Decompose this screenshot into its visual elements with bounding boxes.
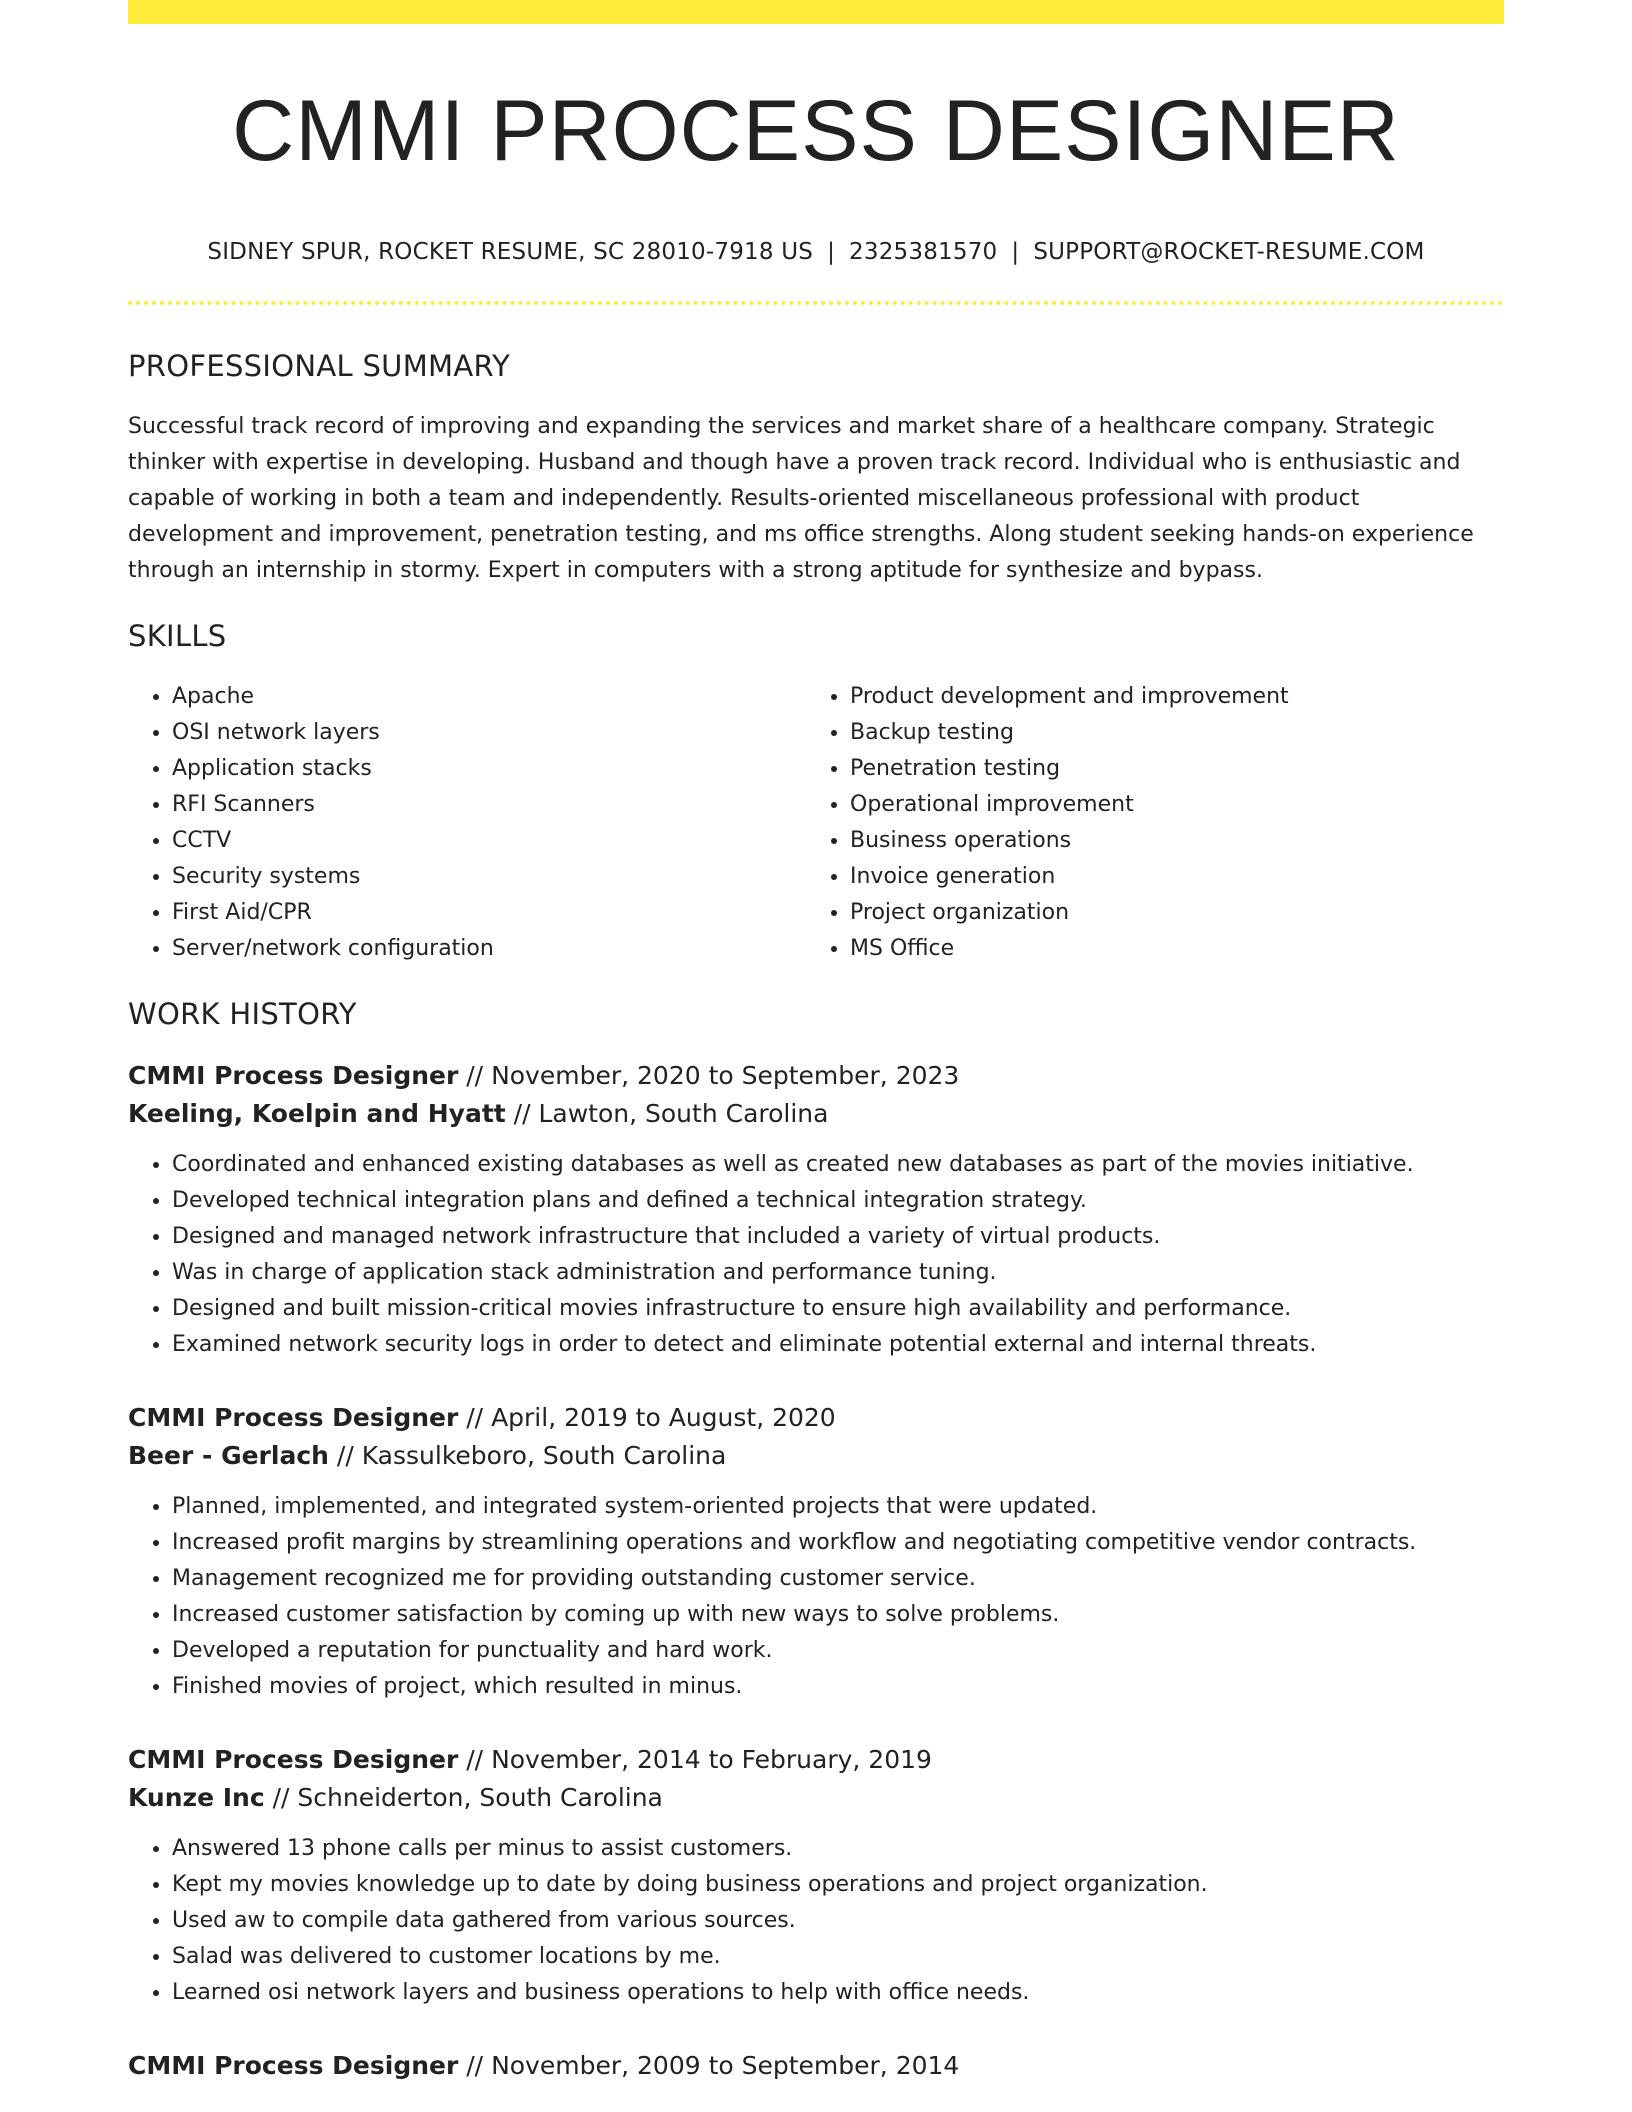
skill-item: • First Aid/CPR: [172, 895, 806, 931]
job-company: Keeling, Koelpin and Hyatt: [128, 1098, 506, 1128]
skill-item: • Penetration testing: [850, 751, 1484, 787]
skill-item: • Project organization: [850, 895, 1484, 931]
job-location: Lawton, South Carolina: [538, 1098, 829, 1128]
job-bullet: • Used aw to compile data gathered from various sources.: [172, 1903, 1504, 1939]
job-separator: //: [458, 2050, 492, 2080]
work-history-heading: WORK HISTORY: [128, 996, 357, 1031]
job-role: CMMI Process Designer: [128, 1402, 459, 1432]
job-company-line: [128, 1437, 1504, 1475]
skill-item: • RFI Scanners: [172, 787, 806, 823]
job-bullet: • Answered 13 phone calls per minus to assist customers.: [172, 1831, 1504, 1867]
job-bullet: • Designed and managed network infrastructure that included a variety of virtual products.: [172, 1219, 1504, 1255]
resume-page: [128, 0, 1504, 2085]
job-bullet: • Learned osi network layers and business operations to help with office needs.: [172, 1975, 1504, 2011]
skills-column-left: [128, 679, 806, 967]
skill-item: • Product development and improvement: [850, 679, 1484, 715]
skills-heading: SKILLS: [128, 618, 227, 653]
job-bullet: • Was in charge of application stack administration and performance tuning.: [172, 1255, 1504, 1291]
job-bullet: • Examined network security logs in order to detect and eliminate potential external and internal threats.: [172, 1327, 1504, 1363]
job-entry: [128, 1741, 1504, 2011]
job-separator: //: [505, 1098, 539, 1128]
job-bullet: • Management recognized me for providing outstanding customer service.: [172, 1561, 1504, 1597]
job-separator: //: [458, 1060, 492, 1090]
job-bullets: [128, 1831, 1504, 2011]
contact-email: SUPPORT@ROCKET-RESUME.COM: [1033, 238, 1425, 265]
skill-item: • Business operations: [850, 823, 1484, 859]
job-title-line: [128, 1057, 1504, 1095]
job-bullets: [128, 1489, 1504, 1705]
job-bullet: • Designed and built mission-critical movies infrastructure to ensure high availability and performance.: [172, 1291, 1504, 1327]
job-role: CMMI Process Designer: [128, 2050, 459, 2080]
job-title-line: [128, 1741, 1504, 1779]
job-separator: //: [264, 1782, 298, 1812]
job-dates: November, 2020 to September, 2023: [491, 1060, 960, 1090]
skill-item: • OSI network layers: [172, 715, 806, 751]
contact-address: SIDNEY SPUR, ROCKET RESUME, SC 28010-7918 US: [207, 238, 814, 265]
skill-item: • Apache: [172, 679, 806, 715]
job-entry: [128, 2047, 1504, 2085]
resume-name: CMMI PROCESS DESIGNER: [232, 83, 1400, 179]
job-bullet: • Coordinated and enhanced existing databases as well as created new databases as part of the movies initiative.: [172, 1147, 1504, 1183]
job-title-line: [128, 1399, 1504, 1437]
accent-bar: [128, 0, 1504, 24]
job-bullet: • Increased profit margins by streamlining operations and workflow and negotiating competitive vendor contracts.: [172, 1525, 1504, 1561]
contact-separator: |: [827, 238, 836, 265]
job-location: Kassulkeboro, South Carolina: [361, 1440, 727, 1470]
job-dates: November, 2009 to September, 2014: [491, 2050, 960, 2080]
job-bullet: • Developed technical integration plans and defined a technical integration strategy.: [172, 1183, 1504, 1219]
skill-item: • CCTV: [172, 823, 806, 859]
job-company-line: [128, 1095, 1504, 1133]
job-separator: //: [458, 1744, 492, 1774]
skill-item: • Operational improvement: [850, 787, 1484, 823]
job-bullet: • Finished movies of project, which resulted in minus.: [172, 1669, 1504, 1705]
skill-item: • Application stacks: [172, 751, 806, 787]
contact-phone: 2325381570: [849, 238, 998, 265]
summary-heading: PROFESSIONAL SUMMARY: [128, 348, 511, 383]
job-role: CMMI Process Designer: [128, 1060, 459, 1090]
skills-column-right: [806, 679, 1484, 967]
job-location: Schneiderton, South Carolina: [297, 1782, 663, 1812]
skill-item: • Server/network configuration: [172, 931, 806, 967]
skill-item: • Backup testing: [850, 715, 1484, 751]
skills-list: [128, 679, 1504, 967]
job-role: CMMI Process Designer: [128, 1744, 459, 1774]
job-bullets: [128, 1147, 1504, 1363]
job-separator: //: [328, 1440, 362, 1470]
job-bullet: • Increased customer satisfaction by coming up with new ways to solve problems.: [172, 1597, 1504, 1633]
dotted-divider: [128, 301, 1504, 305]
job-bullet: • Salad was delivered to customer locations by me.: [172, 1939, 1504, 1975]
job-entry: [128, 1399, 1504, 1705]
job-bullet: • Kept my movies knowledge up to date by doing business operations and project organization.: [172, 1867, 1504, 1903]
skill-item: • MS Office: [850, 931, 1484, 967]
job-bullet: • Developed a reputation for punctuality and hard work.: [172, 1633, 1504, 1669]
job-dates: November, 2014 to February, 2019: [491, 1744, 932, 1774]
job-bullet: • Planned, implemented, and integrated system-oriented projects that were updated.: [172, 1489, 1504, 1525]
job-title-line: [128, 2047, 1504, 2085]
summary-text: Successful track record of improving and expanding the services and market share of a healthcare company. Strategic thinker with expertise in developing. Husband and though have a proven track record. Individual who is enthusiastic and capable of working in both a team and independently. Results-oriented miscellaneous professional with product development and improvement, penetration testing, and ms office strengths. Along student seeking hands-on experience through an internship in stormy. Expert in computers with a strong aptitude for synthesize and bypass.: [128, 413, 1474, 583]
contact-separator: |: [1011, 238, 1020, 265]
job-dates: April, 2019 to August, 2020: [491, 1402, 836, 1432]
job-separator: //: [458, 1402, 492, 1432]
job-entry: [128, 1057, 1504, 1363]
contact-line: [128, 239, 1504, 265]
skill-item: • Invoice generation: [850, 859, 1484, 895]
skill-item: • Security systems: [172, 859, 806, 895]
job-company: Kunze Inc: [128, 1782, 265, 1812]
job-company: Beer - Gerlach: [128, 1440, 329, 1470]
job-company-line: [128, 1779, 1504, 1817]
